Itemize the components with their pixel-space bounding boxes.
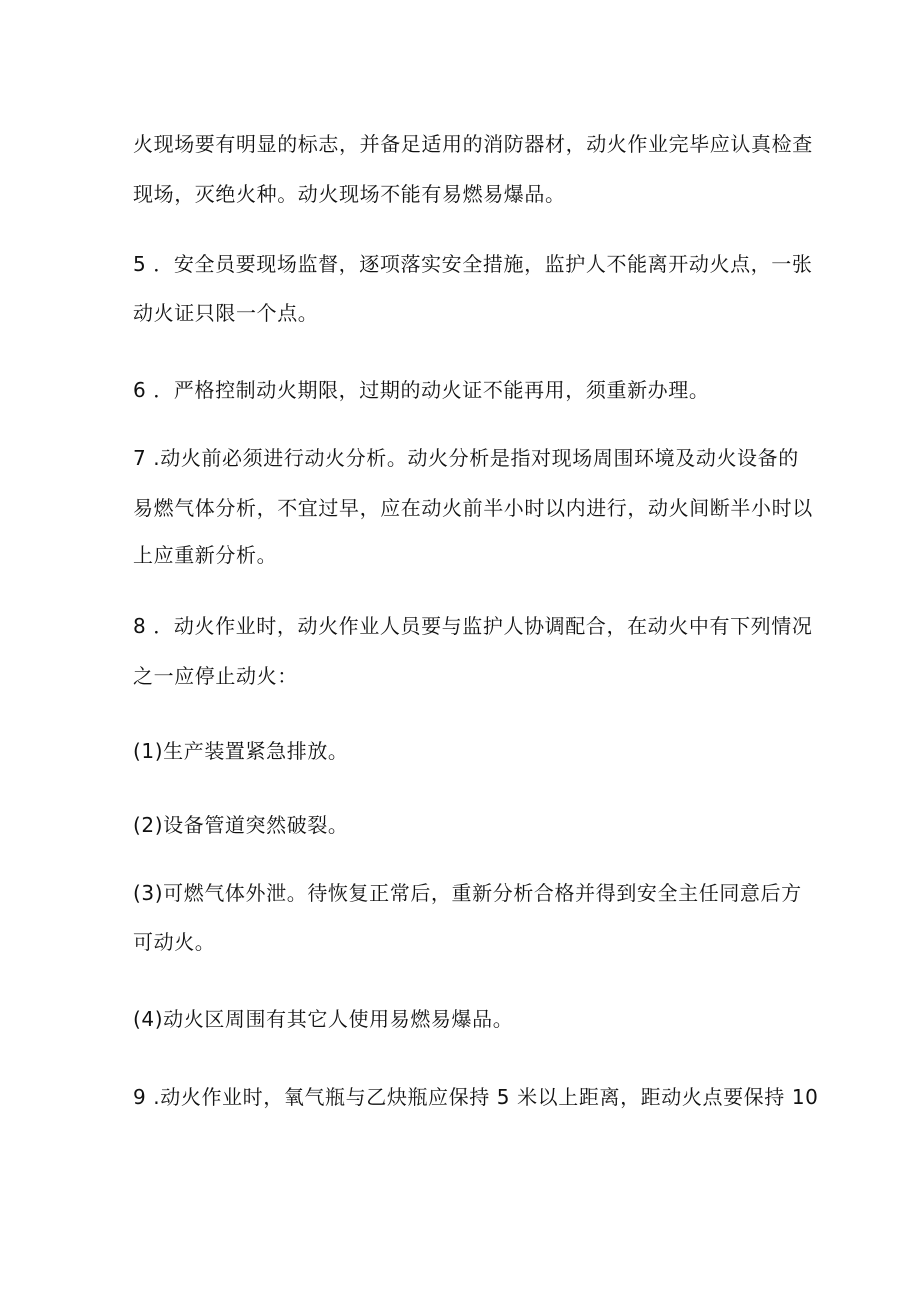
text-line: 可动火。: [133, 930, 216, 954]
text-line: 9 .动火作业时，氧气瓶与乙炔瓶应保持 5 米以上距离，距动火点要保持 10: [133, 1085, 819, 1109]
text-line: 易燃气体分析，不宜过早，应在动火前半小时以内进行，动火间断半小时以: [133, 496, 813, 520]
text-line: 6 ．严格控制动火期限，过期的动火证不能再用，须重新办理。: [133, 378, 710, 402]
text-line: (2)设备管道突然破裂。: [133, 813, 349, 837]
text-line: 8 ．动火作业时，动火作业人员要与监护人协调配合，在动火中有下列情况: [133, 614, 813, 638]
text-line: 之一应停止动火：: [133, 664, 298, 688]
text-line: 上应重新分析。: [133, 543, 278, 567]
text-line: 现场，灭绝火种。动火现场不能有易燃易爆品。: [133, 182, 566, 206]
text-line: 火现场要有明显的标志，并备足适用的消防器材，动火作业完毕应认真检查: [133, 132, 813, 156]
text-line: (3)可燃气体外泄。待恢复正常后，重新分析合格并得到安全主任同意后方: [133, 881, 802, 905]
text-line: 动火证只限一个点。: [133, 301, 319, 325]
text-line: 7 .动火前必须进行动火分析。动火分析是指对现场周围环境及动火设备的: [133, 446, 799, 470]
text-line: (1)生产装置紧急排放。: [133, 739, 349, 763]
text-line: (4)动火区周围有其它人使用易燃易爆品。: [133, 1007, 514, 1031]
text-line: 5 ．安全员要现场监督，逐项落实安全措施，监护人不能离开动火点，一张: [133, 252, 813, 276]
